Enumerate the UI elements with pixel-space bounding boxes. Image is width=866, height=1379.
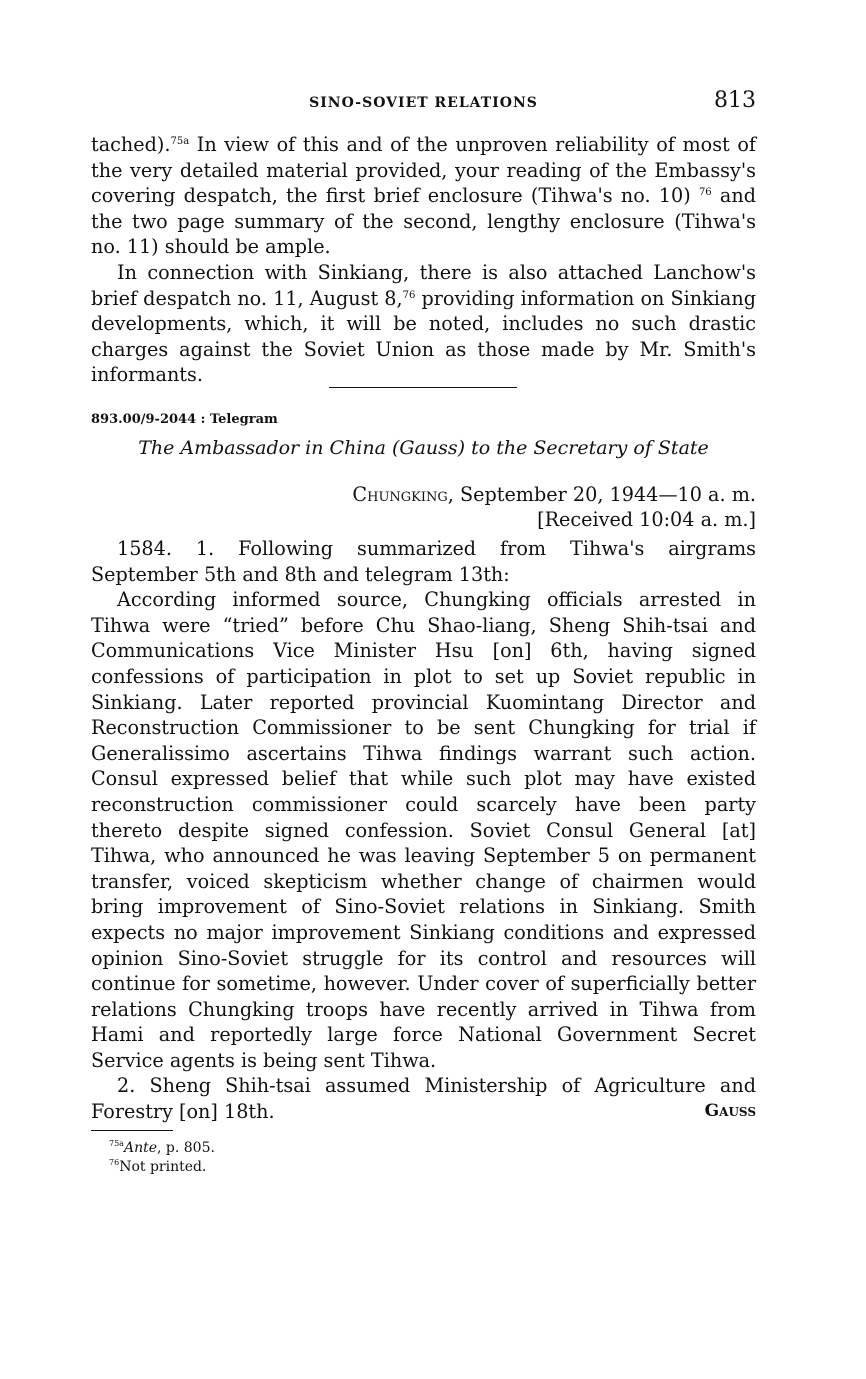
dateline [352, 483, 756, 506]
dateline-date: , September 20, 1944—10 a. m. [447, 483, 756, 506]
footnote-76 [109, 1158, 215, 1177]
text-run: tached). [91, 133, 171, 156]
footnote-75a [109, 1139, 215, 1158]
text-run: and the two page summary of the second, lengthy enclosure (Tihwa's no. 11) should be ample. [91, 184, 756, 259]
telegram-text [91, 536, 756, 1125]
running-title: SINO-SOVIET RELATIONS [309, 95, 538, 111]
signature: Gauss [704, 1101, 756, 1121]
running-head [91, 88, 756, 118]
file-reference: 893.00/9-2044 : Telegram [91, 412, 278, 427]
footnote-text: , p. 805. [157, 1140, 215, 1156]
continuation-text [91, 132, 756, 388]
text-run: In connection with Sinkiang, there is also attached Lanchow's brief despatch no. 11, August 8, [91, 260, 756, 310]
document-title: The Ambassador in China (Gauss) to the Secretary of State [138, 437, 709, 459]
footnote-ref-75a: 75a [170, 136, 190, 147]
footnote-ref-76: 76 [402, 289, 416, 301]
footnote-ref-76: 76 [698, 187, 712, 199]
footnote-marker: 76 [109, 1158, 120, 1167]
telegram-paragraph-3: 2. Sheng Shih-tsai assumed Ministership of Agriculture and Forestry [on] 18th. [91, 1074, 756, 1124]
dateline-place: Chungking [352, 483, 448, 506]
page-number: 813 [714, 88, 756, 113]
footnote-italic: Ante [123, 1140, 157, 1156]
telegram-paragraph-1: 1584. 1. Following summarized from Tihwa's airgrams September 5th and 8th and telegram 13th: [91, 537, 756, 586]
footnote-divider [91, 1130, 173, 1131]
footnote-text: Not printed. [119, 1159, 207, 1175]
footnote-marker: 75a [109, 1139, 124, 1148]
footnotes [109, 1139, 215, 1177]
received-line: [Received 10:04 a. m.] [537, 508, 756, 531]
continuation-paragraph-1 [91, 132, 756, 260]
telegram-paragraph-2: According informed source, Chungking officials arrested in Tihwa were “tried” before Chu Shao-liang, Sheng Shih-tsai and Communications Vice Minister Hsu [on] 6th, having signed confessions of participation in plot to set up Soviet republic in Sinkiang. Later reported provincial Kuomintang Director and Reconstruction Commissioner to be sent Chungking for trial if Generalissimo ascertains Tihwa findings warrant such action. Consul expressed belief that while such plot may have existed reconstruction commissioner could scarcely have been party thereto despite signed confession. Soviet Consul General [at] Tihwa, who announced he was leaving September 5 on permanent transfer, voiced skepticism whether change of chairmen would bring improvement of Sino-Soviet relations in Sinkiang. Smith expects no major improvement Sinkiang conditions and expressed opinion Sino-Soviet struggle for its control and resources will continue for sometime, however. Under cover of superficially better relations Chungking troops have recently arrived in Tihwa from Hami and reportedly large force National Government Secret Service agents is being sent Tihwa. [91, 588, 756, 1072]
continuation-paragraph-2 [91, 260, 756, 388]
text-run: In view of this and of the unproven reliability of most of the very detailed material provided, your reading of the Embassy's covering despatch, the first brief enclosure (Tihwa's no. 10) [91, 133, 756, 208]
section-divider [329, 387, 517, 388]
text-run: providing information on Sinkiang developments, which, it will be noted, includes no such drastic charges against the Soviet Union as those made by Mr. Smith's informants. [91, 286, 756, 387]
